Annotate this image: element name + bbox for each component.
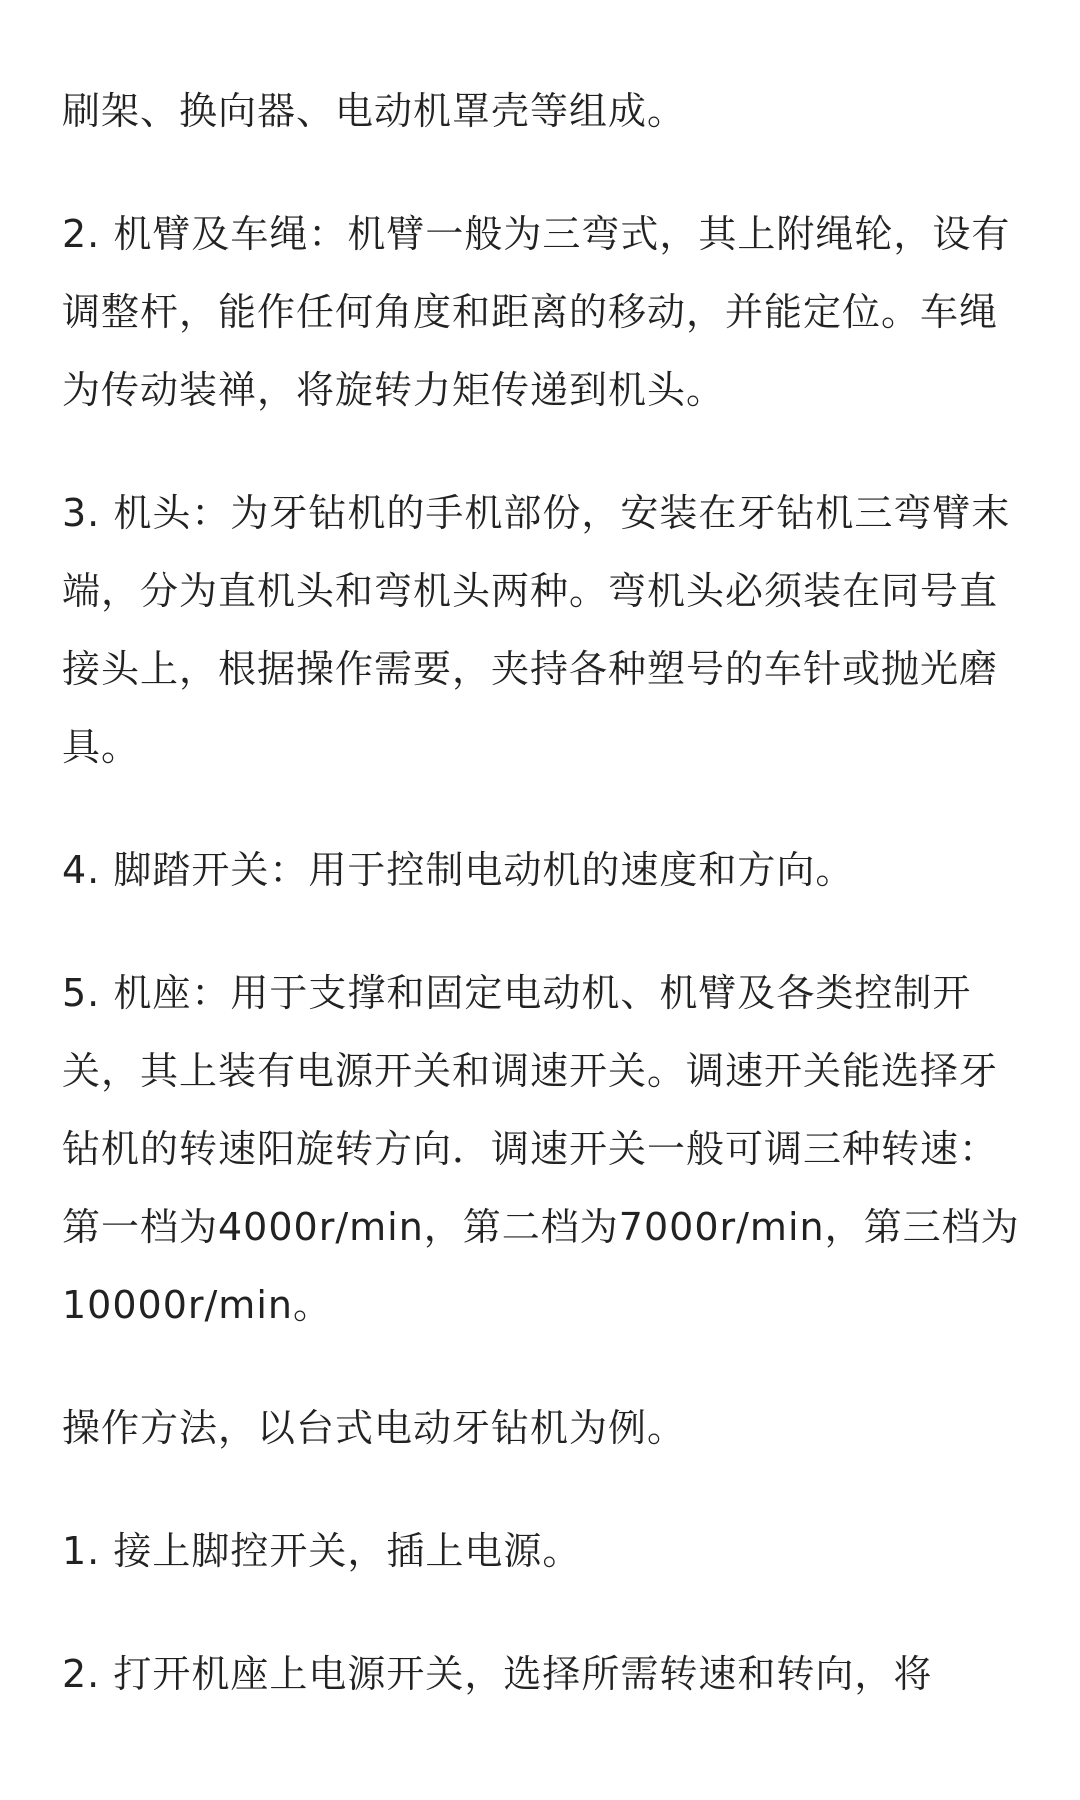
paragraph-step-1: 1. 接上脚控开关，插上电源。 — [62, 1529, 582, 1573]
paragraph-step-2: 2. 打开机座上电源开关，选择所需转速和转向，将 — [62, 1652, 933, 1696]
paragraph-foot-switch: 4. 脚踏开关：用于控制电动机的速度和方向。 — [62, 848, 855, 892]
paragraph-operation-heading: 操作方法，以台式电动牙钻机为例。 — [62, 1406, 687, 1450]
paragraph-continuation: 刷架、换向器、电动机罩壳等组成。 — [62, 89, 687, 133]
paragraph-base: 5. 机座：用于支撑和固定电动机、机臂及各类控制开关，其上装有电源开关和调速开关。调速开关能选择牙钻机的转速阳旋转方向．调速开关一般可调三种转速：第一档为4000r/min，第二档为7000r/min，第三档为10000r/min。 — [62, 971, 1020, 1327]
article-body — [62, 72, 1022, 1758]
paragraph-handpiece: 3. 机头：为牙钻机的手机部份，安装在牙钻机三弯臂末端，分为直机头和弯机头两种。弯机头必须装在同号直接头上，根据操作需要，夹持各种塑号的车针或抛光磨具。 — [62, 491, 1011, 769]
paragraph-arm-and-belt: 2. 机臂及车绳：机臂一般为三弯式，其上附绳轮，设有调整杆，能作任何角度和距离的移动，并能定位。车绳为传动装禅，将旋转力矩传递到机头。 — [62, 212, 1011, 412]
